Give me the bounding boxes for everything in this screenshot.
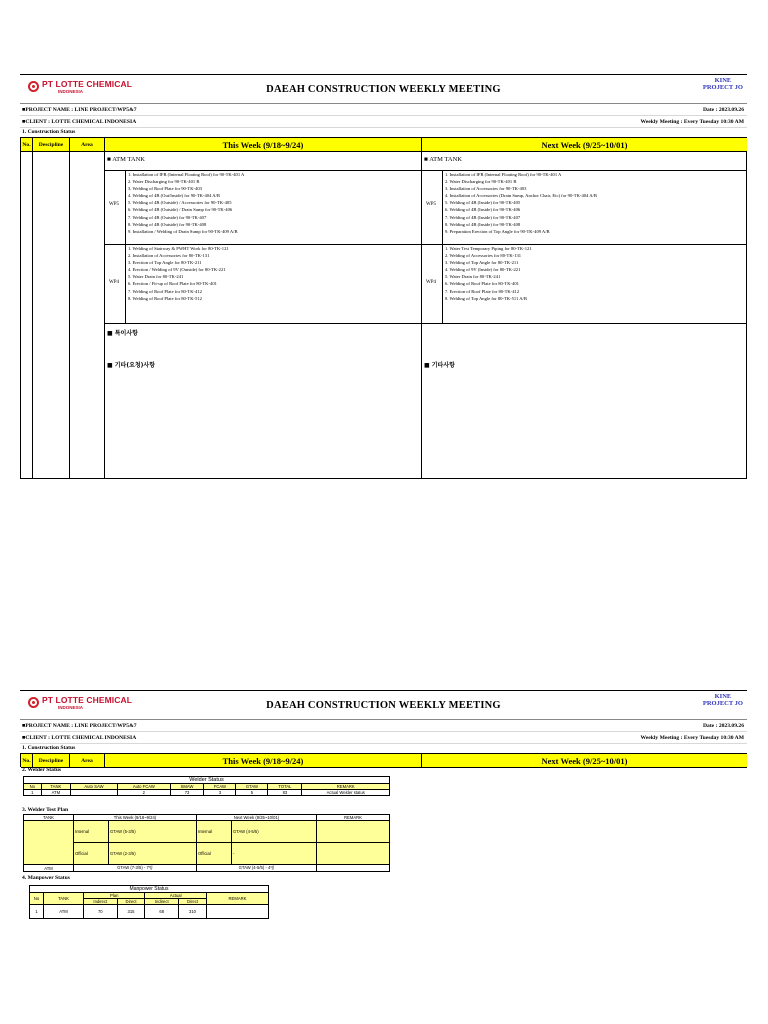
this-week-wp4-list bbox=[128, 245, 229, 302]
test-plan-head-next: Next Week (9/25~10/01) bbox=[197, 815, 317, 821]
next-week-wp4-item: 4. Welding of 9V (Inside) for 80-TK-221 bbox=[445, 267, 521, 273]
next-week-wp4-item: 1. Water Test Temporary Piping for 80-TK-121 bbox=[445, 246, 532, 251]
welder-status-table bbox=[23, 776, 390, 796]
this-week-wp5-item: 6. Welding of 4B (Outside) / Drain Sump for 90-TK-406 bbox=[128, 207, 233, 213]
manpower-sub-actual-indirect: Indirect bbox=[145, 899, 179, 905]
this-week-wp4: WP4 bbox=[109, 280, 119, 285]
this-week-wp5: WP5 bbox=[109, 202, 119, 207]
this-week-wp5-item: 7. Welding of 4B (Outside) for 90-TK-407 bbox=[128, 214, 207, 220]
this-week-wp5-item: 3. Welding of Roof Plate for 90-TK-403 bbox=[128, 186, 202, 192]
test-plan-total-next: GTAW (4-5/5) - 4명 bbox=[197, 865, 317, 872]
internal-next-label: Internal bbox=[197, 821, 232, 843]
column-area: Area bbox=[70, 754, 105, 768]
this-week-wp4-item: 7. Welding of Roof Plate for 80-TK-412 bbox=[128, 288, 202, 294]
this-week-wp4-item: 2. Installation of Accessories for 80-TK-131 bbox=[128, 253, 210, 259]
construction-status-table bbox=[20, 137, 747, 479]
client-name: ■CLIENT : LOTTE CHEMICAL INDONESIA bbox=[22, 119, 137, 125]
column-next-week: Next Week (9/25~10/01) bbox=[422, 138, 747, 152]
next-week-wp4: WP4 bbox=[426, 280, 436, 285]
manpower-cell: 68 bbox=[145, 905, 179, 919]
this-week-wp4-item: 4. Erection / Welding of 9V (Outside) for 80-TK-221 bbox=[128, 267, 226, 273]
column-discipline: Descipline bbox=[33, 754, 70, 768]
sheet-page-2 bbox=[20, 690, 747, 1007]
internal-next-week: GTAW (4-5/5) bbox=[232, 821, 317, 843]
this-week-wp4-item: 8. Welding of Roof Plate for 80-TK-512 bbox=[128, 295, 202, 301]
meeting-time: Weekly Meeting : Every Tuesday 10:30 AM bbox=[640, 735, 744, 741]
next-week-wp5-item: 3. Installation of Accessories for 90-TK-403 bbox=[445, 186, 527, 192]
manpower-cell: 315 bbox=[117, 905, 145, 919]
column-area: Area bbox=[70, 138, 105, 152]
welder-header-cell: No bbox=[24, 784, 42, 790]
next-week-wp5: WP5 bbox=[426, 202, 436, 207]
test-plan-total-this: GTAW (7-3/5) - 7명 bbox=[74, 865, 197, 872]
report-date: Date : 2023.09.26 bbox=[702, 723, 744, 729]
report-header bbox=[20, 74, 747, 104]
report-title: DAEAH CONSTRUCTION WEEKLY MEETING bbox=[266, 700, 501, 711]
manpower-cell: 1 bbox=[30, 905, 44, 919]
column-discipline: Descipline bbox=[33, 138, 70, 152]
next-week-wp5-item: 7. Welding of 4B (Inside) for 90-TK-407 bbox=[445, 214, 521, 220]
manpower-sub-plan-indirect: Indirect bbox=[84, 899, 118, 905]
manpower-head-plan: Plan bbox=[84, 893, 145, 899]
next-week-wp4-item: 7. Erection of Roof Plate for 80-TK-412 bbox=[445, 288, 520, 294]
next-week-wp5-item: 8. Welding of 4B (Inside) for 90-TK-408 bbox=[445, 221, 521, 227]
construction-status-header bbox=[20, 753, 747, 767]
official-next-week: - bbox=[232, 843, 317, 865]
next-week-wp4-item: 6. Welding of Roof Plate for 80-TK-401 bbox=[445, 281, 519, 287]
this-week-wp5-item: 8. Welding of 4B (Outside) for 90-TK-408 bbox=[128, 221, 207, 227]
welder-cell bbox=[71, 790, 118, 796]
column-this-week: This Week (9/18~9/24) bbox=[105, 754, 422, 768]
section-title: 1. Construction Status bbox=[22, 745, 76, 751]
welder-test-plan-table bbox=[23, 814, 390, 872]
manpower-cell bbox=[207, 905, 269, 919]
official-this-week: GTAW (2-3/5) bbox=[109, 843, 197, 865]
company-subname: INDONESIA bbox=[58, 88, 84, 94]
column-no: No. bbox=[21, 138, 33, 152]
company-name: PT LOTTE CHEMICAL bbox=[42, 79, 132, 89]
sheet-page-1 bbox=[20, 74, 747, 479]
project-info-row bbox=[20, 104, 747, 116]
next-week-other-notes: ■ 기타사항 bbox=[424, 362, 455, 369]
next-week-wp5-item: 2. Water Discharging for 90-TK-401 B bbox=[445, 179, 517, 185]
this-week-wp4-item: 6. Erection / Fit-up of Roof Plate for 80-TK-401 bbox=[128, 281, 217, 287]
this-week-wp5-item: 1. Installation of IFR (Internal Floating Roof) for 90-TK-401 A bbox=[128, 172, 245, 177]
column-next-week: Next Week (9/25~10/01) bbox=[422, 754, 747, 768]
next-week-tank: ■ ATM TANK bbox=[424, 156, 462, 163]
column-this-week: This Week (9/18~9/24) bbox=[105, 138, 422, 152]
welder-cell: 73 bbox=[170, 790, 204, 796]
project-info-row bbox=[20, 720, 747, 732]
this-week-wp5-item: 2. Water Discharging for 90-TK-401 B bbox=[128, 179, 200, 185]
manpower-cell: 310 bbox=[179, 905, 207, 919]
test-plan-head-tank: TANK bbox=[24, 815, 74, 821]
manpower-cell: ATM bbox=[44, 905, 84, 919]
welder-cell: 1 bbox=[24, 790, 42, 796]
manpower-cell: 70 bbox=[84, 905, 118, 919]
welder-header-cell: REMARK bbox=[302, 784, 390, 790]
next-week-wp5-list bbox=[445, 171, 597, 235]
welder-header-cell: SMAW bbox=[170, 784, 204, 790]
kine-label: KINE PROJECT JO bbox=[702, 77, 743, 92]
official-label: Official bbox=[74, 843, 109, 865]
welder-header-cell: GTAW bbox=[236, 784, 268, 790]
manpower-status-title: 4. Manpower Status bbox=[22, 875, 70, 881]
section-title: 1. Construction Status bbox=[22, 129, 76, 135]
this-week-tank: ■ ATM TANK bbox=[107, 156, 145, 163]
welder-cell: 5 bbox=[236, 790, 268, 796]
welder-cell: Actual Welder status bbox=[302, 790, 390, 796]
manpower-head-remark: REMARK bbox=[207, 893, 269, 905]
test-plan-tank: ATM bbox=[24, 865, 74, 872]
internal-label: Internal bbox=[74, 821, 109, 843]
client-name: ■CLIENT : LOTTE CHEMICAL INDONESIA bbox=[22, 735, 137, 741]
welder-status-title: 2. Welder Status bbox=[22, 767, 62, 773]
meeting-time: Weekly Meeting : Every Tuesday 10:30 AM bbox=[640, 119, 744, 125]
welder-cell: 2 bbox=[117, 790, 170, 796]
welder-header-cell: TOTAL bbox=[268, 784, 302, 790]
client-info-row bbox=[20, 116, 747, 128]
company-subname: INDONESIA bbox=[58, 704, 84, 710]
this-week-wp4-item: 1. Welding of Stairway & PWHT Work for 80-TK-121 bbox=[128, 246, 229, 251]
report-title: DAEAH CONSTRUCTION WEEKLY MEETING bbox=[266, 84, 501, 95]
next-week-wp5-item: 9. Preparation Erection of Top Angle for 90-TK-409 A/B bbox=[445, 228, 550, 234]
manpower-sub-plan-direct: Direct bbox=[117, 899, 145, 905]
test-plan-head-this: This Week (9/18~9/24) bbox=[74, 815, 197, 821]
kine-label: KINE PROJECT JO bbox=[702, 693, 743, 708]
official-next-label: Official bbox=[197, 843, 232, 865]
next-week-wp5-item: 6. Welding of 4B (Inside) for 90-TK-406 bbox=[445, 207, 521, 213]
company-name: PT LOTTE CHEMICAL bbox=[42, 695, 132, 705]
manpower-head-no: No bbox=[30, 893, 44, 905]
next-week-wp4-item: 8. Welding of Top Angle for 80-TK-511 A/B bbox=[445, 295, 527, 301]
column-no: No. bbox=[21, 754, 33, 768]
next-week-wp4-item: 3. Welding of Top Angle for 80-TK-211 bbox=[445, 260, 519, 266]
next-week-wp5-item: 5. Welding of 4B (Inside) for 90-TK-405 bbox=[445, 200, 521, 206]
this-week-wp5-item: 5. Welding of 4B (Outside) / Accessories for 90-TK-405 bbox=[128, 200, 232, 206]
next-week-wp5-item: 4. Installation of Accessories (Drain Sump, Anchor Chair, Etc) for 90-TK-404 A/B bbox=[445, 193, 597, 199]
this-week-other-requests: ■ 기타(요청)사항 bbox=[107, 362, 156, 369]
next-week-wp4-list bbox=[445, 245, 532, 302]
manpower-head-tank: TANK bbox=[44, 893, 84, 905]
report-header bbox=[20, 690, 747, 720]
test-plan-head-remark: REMARK bbox=[317, 815, 390, 821]
manpower-caption: Manpower Status bbox=[30, 886, 269, 893]
internal-this-week: GTAW (5-3/5) bbox=[109, 821, 197, 843]
this-week-wp4-item: 5. Water Drain for 80-TK-241 bbox=[128, 274, 184, 280]
next-week-wp5-item: 1. Installation of IFR (Internal Floating Roof) for 90-TK-401 A bbox=[445, 172, 562, 177]
welder-test-plan-title: 3. Welder Test Plan bbox=[22, 807, 69, 813]
welder-header-cell: TANK bbox=[41, 784, 70, 790]
this-week-wp4-item: 3. Erection of Top Angle for 80-TK-211 bbox=[128, 260, 202, 266]
welder-cell: 3 bbox=[204, 790, 236, 796]
manpower-head-actual: Actual bbox=[145, 893, 207, 899]
welder-cell: ATM bbox=[41, 790, 70, 796]
this-week-wp5-item: 9. Installation / Welding of Drain Sump for 90-TK-409 A/B bbox=[128, 228, 238, 234]
next-week-wp4-item: 2. Welding of Accessories for 80-TK-131 bbox=[445, 253, 522, 259]
welder-caption: Welder Status bbox=[24, 777, 390, 784]
project-name: ■PROJECT NAME : LINE PROJECT/WP5&7 bbox=[22, 723, 137, 729]
this-week-wp5-list bbox=[128, 171, 244, 235]
welder-cell: 83 bbox=[268, 790, 302, 796]
report-date: Date : 2023.09.26 bbox=[702, 107, 744, 113]
welder-header-cell: Auto SAW bbox=[71, 784, 118, 790]
this-week-special-notes: ■ 특이사항 bbox=[107, 330, 138, 337]
this-week-wp5-item: 4. Welding of 4B (Out/Inside) for 90-TK-404 A/B bbox=[128, 193, 220, 199]
manpower-sub-actual-direct: Direct bbox=[179, 899, 207, 905]
next-week-wp4-item: 5. Water Drain for 80-TK-241 bbox=[445, 274, 501, 280]
welder-header-cell: Auto FCAW bbox=[117, 784, 170, 790]
client-info-row bbox=[20, 732, 747, 744]
project-name: ■PROJECT NAME : LINE PROJECT/WP5&7 bbox=[22, 107, 137, 113]
manpower-status-table bbox=[29, 885, 269, 919]
welder-header-cell: FCAW bbox=[204, 784, 236, 790]
